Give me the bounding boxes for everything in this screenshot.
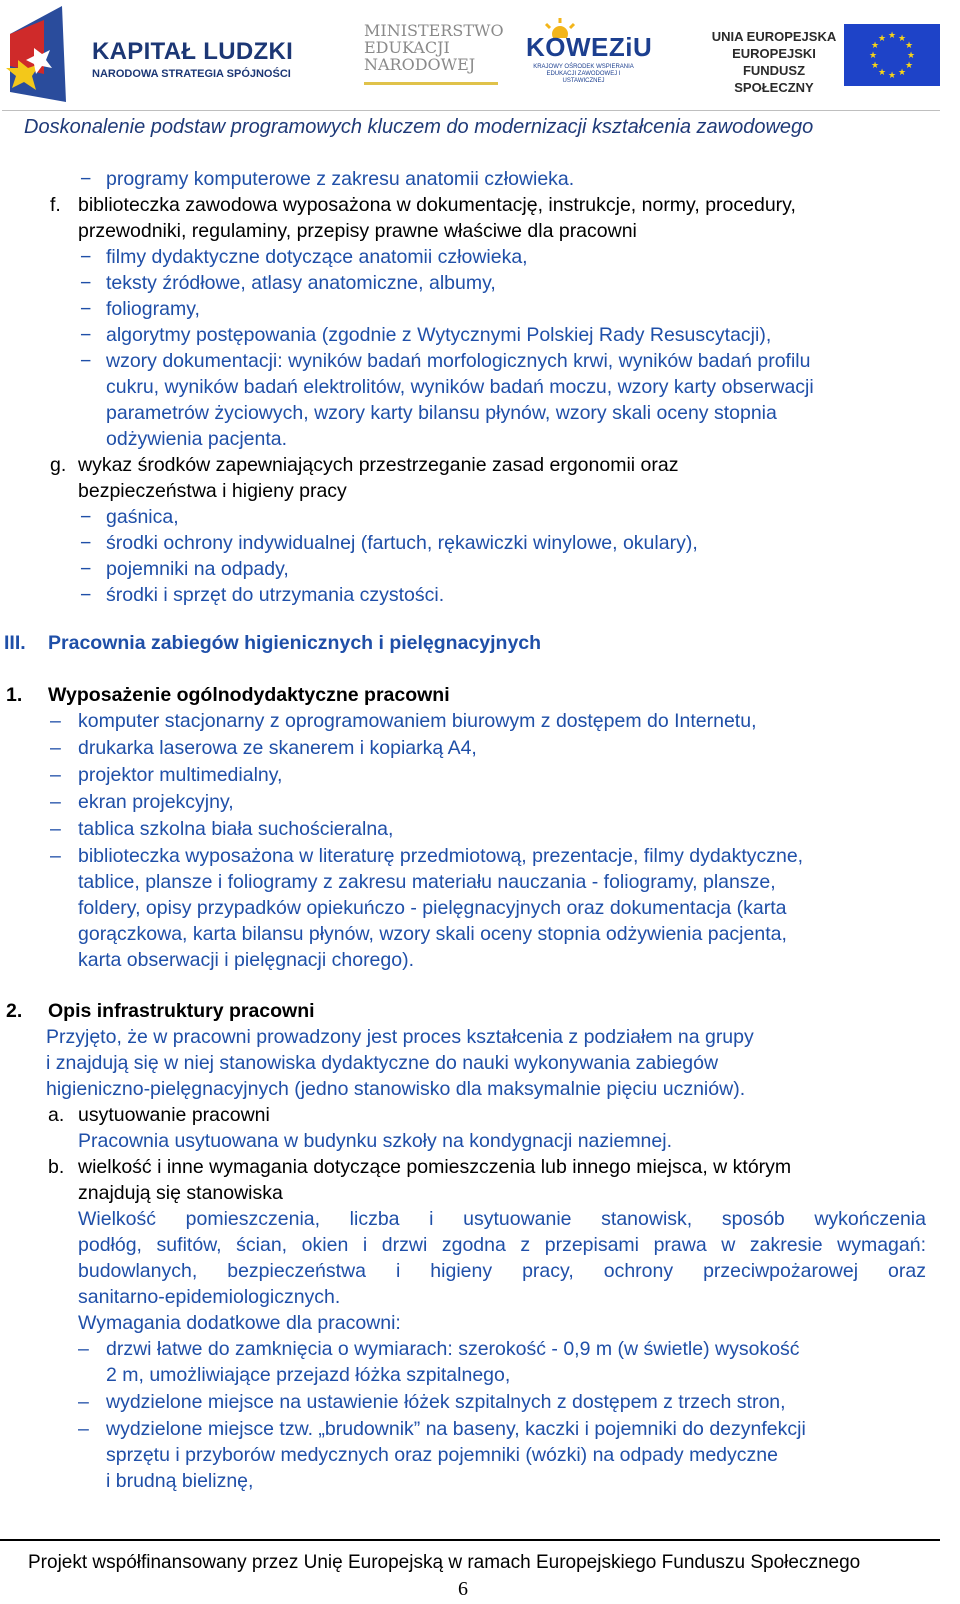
svg-text:★: ★ xyxy=(877,68,887,78)
list-item: środki ochrony indywidualnej (fartuch, rękawiczki winylowe, okulary), xyxy=(106,532,698,554)
dash-bullet: – xyxy=(50,764,61,786)
header-title: Doskonalenie podstaw programowych kluczem do modernizacji kształcenia zawodowego xyxy=(24,116,814,138)
list-heading: bezpieczeństwa i higieny pracy xyxy=(78,480,347,502)
dash-bullet: − xyxy=(80,272,92,294)
list-heading: przewodniki, regulaminy, przepisy prawne właściwe dla pracowni xyxy=(78,220,637,242)
svg-text:★: ★ xyxy=(870,41,880,51)
list-item: gaśnica, xyxy=(106,506,179,528)
list-marker: b. xyxy=(48,1156,65,1178)
svg-text:★: ★ xyxy=(887,31,897,41)
dash-bullet: – xyxy=(78,1391,89,1413)
list-item: wzory dokumentacji: wyników badań morfologicznych krwi, wyników badań profilu xyxy=(106,350,811,372)
dash-bullet: – xyxy=(50,818,61,840)
list-item: algorytmy postępowania (zgodnie z Wytycznymi Polskiej Rady Resuscytacji), xyxy=(106,324,772,346)
dash-bullet: − xyxy=(80,324,92,346)
subsection-number: 1. xyxy=(6,684,23,706)
paragraph-line: budowlanych, bezpieczeństwa i higieny pracy, ochrony przeciwpożarowej oraz xyxy=(78,1260,926,1282)
paragraph-line: Pracownia usytuowana w budynku szkoły na kondygnacji naziemnej. xyxy=(78,1130,672,1152)
dash-bullet: − xyxy=(80,532,92,554)
list-item: pojemniki na odpady, xyxy=(106,558,289,580)
section-title: Pracownia zabiegów higienicznych i pielęgnacyjnych xyxy=(48,632,542,654)
men-logo-underline xyxy=(364,82,498,85)
list-item: parametrów życiowych, wzory karty bilansu płynów, wzory skali oceny stopnia xyxy=(106,402,777,424)
ue-logo-line: UNIA EUROPEJSKA xyxy=(711,29,837,44)
list-item: foliogramy, xyxy=(106,298,200,320)
list-item: programy komputerowe z zakresu anatomii człowieka. xyxy=(106,168,575,190)
svg-text:★: ★ xyxy=(897,68,907,78)
svg-text:★: ★ xyxy=(868,51,878,61)
list-item: tablica szkolna biała suchościeralna, xyxy=(78,818,394,840)
dash-bullet: – xyxy=(50,710,61,732)
dash-bullet: – xyxy=(50,791,61,813)
list-item: foldery, opisy przypadków opiekuńczo - pielęgnacyjnych oraz dokumentacja (karta xyxy=(78,897,787,919)
paragraph-line: sanitarno-epidemiologicznych. xyxy=(78,1286,341,1308)
list-marker: f. xyxy=(50,194,61,216)
paragraph-line: i znajdują się w niej stanowiska dydaktyczne do nauki wykonywania zabiegów xyxy=(46,1052,719,1074)
list-item: 2 m, umożliwiające przejazd łóżka szpitalnego, xyxy=(106,1364,511,1386)
dash-bullet: − xyxy=(80,298,92,320)
list-item: ekran projekcyjny, xyxy=(78,791,234,813)
kapital-ludzki-subtitle: NARODOWA STRATEGIA SPÓJNOŚCI xyxy=(92,68,291,80)
kapital-ludzki-title: KAPITAŁ LUDZKI xyxy=(92,38,294,65)
list-item: cukru, wyników badań elektrolitów, wyników badań moczu, wzory karty obserwacji xyxy=(106,376,814,398)
page-number: 6 xyxy=(458,1578,468,1600)
dash-bullet: – xyxy=(78,1418,89,1440)
subsection-number: 2. xyxy=(6,1000,23,1022)
list-item: teksty źródłowe, atlasy anatomiczne, albumy, xyxy=(106,272,496,294)
dash-bullet: − xyxy=(80,506,92,528)
dash-bullet: – xyxy=(50,737,61,759)
ue-logo-text xyxy=(704,28,844,96)
list-item: drzwi łatwe do zamknięcia o wymiarach: szerokość - 0,9 m (w świetle) wysokość xyxy=(106,1338,800,1360)
section-number: III. xyxy=(4,632,26,654)
list-item: wydzielone miejsce tzw. „brudownik” na baseny, kaczki i pojemniki do dezynfekcji xyxy=(106,1418,806,1440)
list-item: środki i sprzęt do utrzymania czystości. xyxy=(106,584,445,606)
list-item: wydzielone miejsce na ustawienie łóżek szpitalnych z dostępem z trzech stron, xyxy=(106,1391,786,1413)
list-item: gorączkowa, karta bilansu płynów, wzory skali oceny stopnia odżywienia pacjenta, xyxy=(78,923,787,945)
list-item: projektor multimedialny, xyxy=(78,764,283,786)
svg-text:★: ★ xyxy=(904,61,914,71)
list-marker: g. xyxy=(50,454,67,476)
dash-bullet: − xyxy=(80,584,92,606)
list-heading: biblioteczka zawodowa wyposażona w dokumentację, instrukcje, normy, procedury, xyxy=(78,194,796,216)
ue-logo-line: EUROPEJSKI xyxy=(732,46,816,61)
dash-bullet: − xyxy=(80,350,92,372)
kapital-ludzki-emblem-icon xyxy=(4,4,94,104)
subsection-title: Opis infrastruktury pracowni xyxy=(48,1000,315,1022)
kowezu-logo-subtitle: KRAJOWY OŚRODEK WSPIERANIA EDUKACJI ZAWODOWEJ I USTAWICZNEJ xyxy=(533,64,634,84)
dash-bullet: – xyxy=(78,1338,89,1360)
men-logo-line: NARODOWEJ xyxy=(364,55,476,74)
ue-logo-line: FUNDUSZ SPOŁECZNY xyxy=(734,63,814,95)
list-item: drukarka laserowa ze skanerem i kopiarką A4, xyxy=(78,737,477,759)
list-item: sprzętu i przyborów medycznych oraz pojemniki (wózki) na odpady medyczne xyxy=(106,1444,778,1466)
header-divider xyxy=(2,110,940,111)
svg-text:★: ★ xyxy=(877,34,887,44)
list-marker: a. xyxy=(48,1104,65,1126)
svg-text:★: ★ xyxy=(897,34,907,44)
dash-bullet: – xyxy=(50,845,61,867)
list-heading: wykaz środków zapewniających przestrzeganie zasad ergonomii oraz xyxy=(78,454,679,476)
men-logo-line: MINISTERSTWO xyxy=(364,21,504,40)
paragraph-line: podłóg, sufitów, ścian, okien i drzwi zgodna z przepisami prawa w zakresie wymagań: xyxy=(78,1234,926,1256)
paragraph-line: Wymagania dodatkowe dla pracowni: xyxy=(78,1312,401,1334)
men-logo xyxy=(364,22,504,73)
paragraph-line: Przyjęto, że w pracowni prowadzony jest proces kształcenia z podziałem na grupy xyxy=(46,1026,754,1048)
svg-text:★: ★ xyxy=(887,71,897,81)
dash-bullet: − xyxy=(80,246,92,268)
list-item: karta obserwacji i pielęgnacji chorego). xyxy=(78,949,415,971)
list-item: tablice, plansze i foliogramy z zakresu materiału nauczania - foliogramy, plansze, xyxy=(78,871,776,893)
paragraph-line: higieniczno-pielęgnacyjnych (jedno stanowisko dla maksymalnie pięciu uczniów). xyxy=(46,1078,746,1100)
svg-text:★: ★ xyxy=(870,61,880,71)
list-item: filmy dydaktyczne dotyczące anatomii człowieka, xyxy=(106,246,528,268)
kowezu-logo: KOWEZiU xyxy=(526,32,653,62)
men-logo-line: EDUKACJI xyxy=(364,38,450,57)
paragraph-line: Wielkość pomieszczenia, liczba i usytuowanie stanowisk, sposób wykończenia xyxy=(78,1208,926,1230)
list-heading: znajdują się stanowiska xyxy=(78,1182,283,1204)
footer-text: Projekt współfinansowany przez Unię Europejską w ramach Europejskiego Funduszu Społecznego xyxy=(28,1552,861,1573)
dash-bullet: − xyxy=(80,168,92,190)
svg-text:★: ★ xyxy=(904,41,914,51)
list-item: komputer stacjonarny z oprogramowaniem biurowym z dostępem do Internetu, xyxy=(78,710,757,732)
list-heading: usytuowanie pracowni xyxy=(78,1104,270,1126)
list-item: odżywienia pacjenta. xyxy=(106,428,288,450)
list-item: i brudną bieliznę, xyxy=(106,1470,254,1492)
subsection-title: Wyposażenie ogólnodydaktyczne pracowni xyxy=(48,684,450,706)
dash-bullet: − xyxy=(80,558,92,580)
list-item: biblioteczka wyposażona w literaturę przedmiotową, prezentacje, filmy dydaktyczne, xyxy=(78,845,804,867)
eu-flag-icon xyxy=(844,24,940,86)
footer-divider xyxy=(0,1539,940,1541)
list-heading: wielkość i inne wymagania dotyczące pomieszczenia lub innego miejsca, w którym xyxy=(78,1156,792,1178)
svg-text:★: ★ xyxy=(906,51,916,61)
